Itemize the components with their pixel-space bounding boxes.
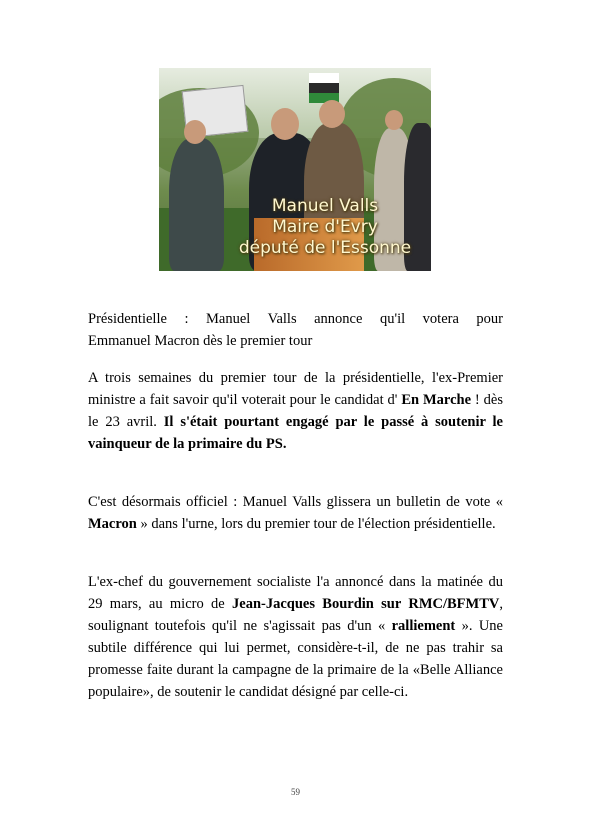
caption-line: Manuel Valls	[271, 196, 379, 216]
heading-line: Présidentielle : Manuel Valls annonce qu'il votera pour	[88, 311, 503, 327]
text-run: , soulignant toutefois qu'il ne s'agissait pas d'un «	[88, 596, 503, 634]
bold-run: ralliement	[391, 618, 456, 634]
text-run: ! dès le 23 avril.	[88, 392, 503, 430]
text-run: A trois semaines du premier tour de la présidentielle, l'ex-Premier ministre a fait savoir qu'il voterait pour le candidat d'	[88, 370, 503, 408]
bold-run: Macron	[88, 516, 137, 532]
photo-person	[169, 138, 224, 271]
article-heading	[88, 308, 503, 352]
text-run: L'ex-chef du gouvernement socialiste l'a annoncé dans la matinée du 29 mars, au micro de	[88, 574, 503, 612]
bold-run: En Marche	[401, 392, 472, 408]
photo-head	[385, 110, 403, 130]
paragraph-2	[88, 491, 503, 535]
text-run: ». Une subtile différence qui lui permet, considère-t-il, de ne pas trahir sa promesse faite durant la campagne de la primaire de la «Belle Alliance populaire», de soutenir le candidat désigné par celle-ci.	[88, 618, 503, 700]
bold-run: Jean-Jacques Bourdin sur RMC/BFMTV	[232, 596, 500, 612]
paragraph-3	[88, 571, 503, 703]
paragraph-1	[88, 367, 503, 455]
article-photo	[159, 68, 431, 271]
speaker-head	[271, 108, 299, 140]
text-run: » dans l'urne, lors du premier tour de l'élection présidentielle.	[136, 516, 496, 532]
photo-flag	[309, 73, 339, 103]
bold-run: Il s'était pourtant engagé par le passé à soutenir le vainqueur de la primaire du PS.	[88, 414, 503, 452]
heading-line: Emmanuel Macron dès le premier tour	[88, 333, 313, 349]
photo-caption	[225, 196, 425, 259]
photo-head	[184, 120, 206, 144]
caption-line: député de l'Essonne	[238, 238, 412, 258]
page-number: 59	[291, 787, 300, 797]
text-run: C'est désormais officiel : Manuel Valls glissera un bulletin de vote «	[88, 494, 503, 510]
caption-line: Maire d'Evry	[272, 217, 378, 237]
photo-head	[319, 100, 345, 128]
